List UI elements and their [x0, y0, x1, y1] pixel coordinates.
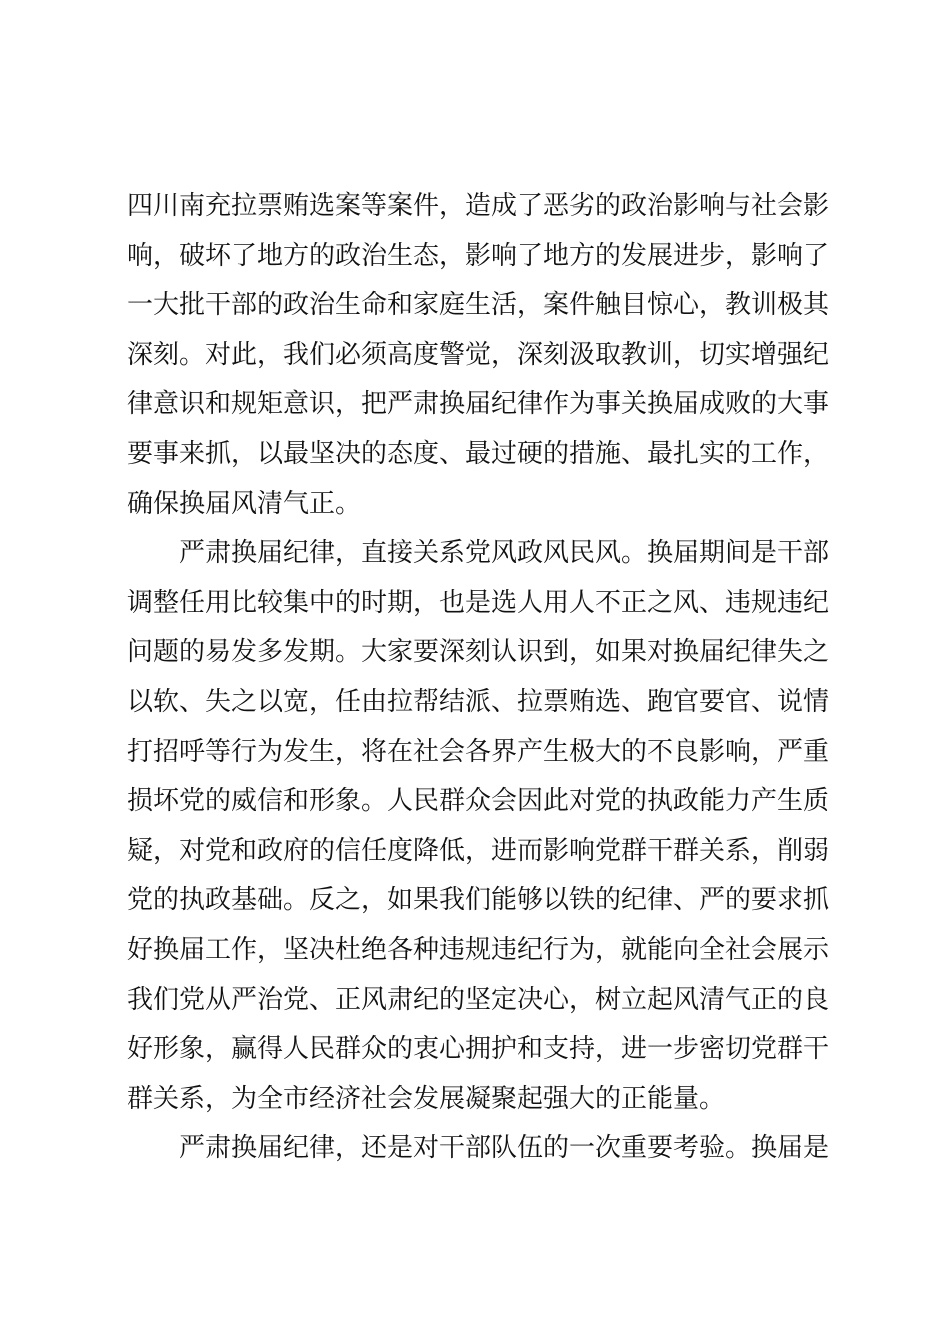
text-line: 群关系，为全市经济社会发展凝聚起强大的正能量。 — [127, 1083, 726, 1114]
text-line: 调整任用比较集中的时期，也是选人用人不正之风、违规违纪 — [127, 587, 830, 618]
text-line: 我们党从严治党、正风肃纪的坚定决心，树立起风清气正的良 — [127, 984, 830, 1015]
text-line: 党的执政基础。反之，如果我们能够以铁的纪律、严的要求抓 — [127, 885, 830, 916]
text-line: 一大批干部的政治生命和家庭生活，案件触目惊心，教训极其 — [127, 290, 830, 321]
text-line: 四川南充拉票贿选案等案件，造成了恶劣的政治影响与社会影 — [127, 191, 830, 221]
text-line: 问题的易发多发期。大家要深刻认识到，如果对换届纪律失之 — [127, 637, 830, 668]
text-line: 律意识和规矩意识，把严肃换届纪律作为事关换届成败的大事 — [127, 389, 830, 420]
text-line: 以软、失之以宽，任由拉帮结派、拉票贿选、跑官要官、说情 — [127, 686, 830, 717]
text-line: 打招呼等行为发生，将在社会各界产生极大的不良影响，严重 — [127, 736, 830, 767]
text-line: 要事来抓，以最坚决的态度、最过硬的措施、最扎实的工作， — [127, 438, 830, 469]
text-line: 好形象，赢得人民群众的衷心拥护和支持，进一步密切党群干 — [127, 1034, 830, 1065]
text-line: 疑，对党和政府的信任度降低，进而影响党群干群关系，削弱 — [127, 835, 830, 866]
paragraph-first-line: 严肃换届纪律，还是对干部队伍的一次重要考验。换届是 — [179, 1133, 830, 1164]
paragraph-first-line: 严肃换届纪律，直接关系党风政风民风。换届期间是干部 — [179, 538, 830, 569]
text-line: 响，破坏了地方的政治生态，影响了地方的发展进步，影响了 — [127, 240, 830, 271]
body-text — [127, 182, 833, 1174]
text-line: 深刻。对此，我们必须高度警觉，深刻汲取教训，切实增强纪 — [127, 339, 830, 370]
text-line: 确保换届风清气正。 — [127, 488, 362, 519]
text-line: 损坏党的威信和形象。人民群众会因此对党的执政能力产生质 — [127, 786, 830, 817]
text-line: 好换届工作，坚决杜绝各种违规违纪行为，就能向全社会展示 — [127, 934, 830, 965]
